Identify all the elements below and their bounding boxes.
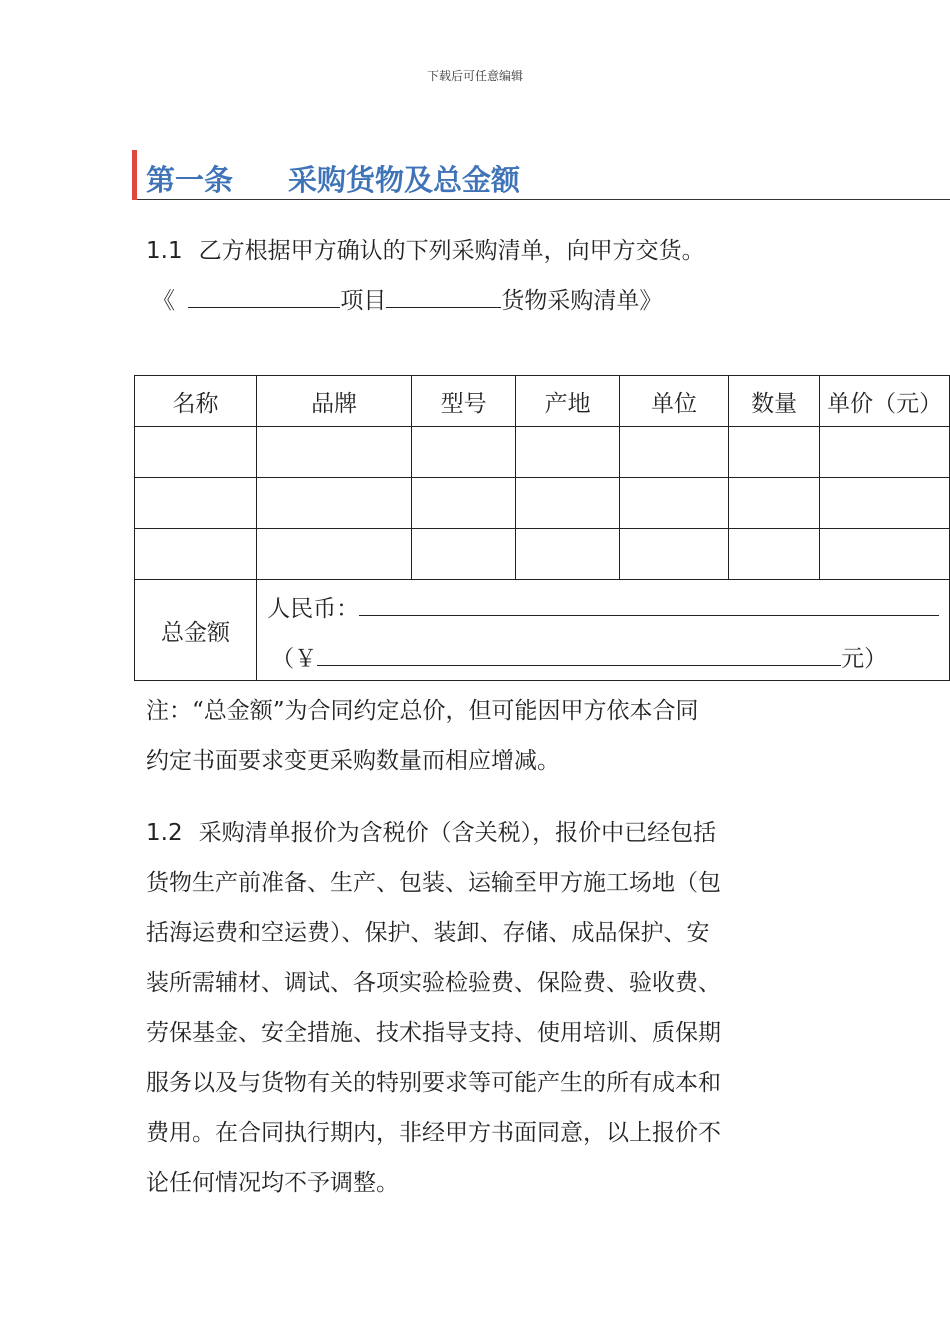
- table-cell[interactable]: [820, 427, 950, 478]
- table-cell[interactable]: [412, 529, 516, 580]
- clause-line: 货物生产前准备、生产、包装、运输至甲方施工场地（包: [146, 870, 721, 896]
- table-cell[interactable]: [820, 529, 950, 580]
- table-row: [135, 478, 950, 529]
- clause-line: 括海运费和空运费）、保护、装卸、存储、成品保护、安: [146, 920, 710, 946]
- rmb-line: [267, 590, 939, 623]
- goods-blank[interactable]: [386, 285, 501, 308]
- table-row: [135, 427, 950, 478]
- table-cell[interactable]: [412, 427, 516, 478]
- table-cell[interactable]: [620, 427, 729, 478]
- list-title: [152, 276, 662, 326]
- table-cell[interactable]: [620, 478, 729, 529]
- list-title-mid: 项目: [340, 288, 387, 314]
- clause-line: [146, 808, 721, 858]
- table-cell[interactable]: [516, 478, 620, 529]
- table-cell[interactable]: [820, 478, 950, 529]
- table-cell[interactable]: [135, 427, 257, 478]
- rmb-label: 人民币：: [267, 596, 360, 622]
- article-heading: [132, 150, 950, 200]
- heading-rule: [137, 199, 950, 200]
- table-cell[interactable]: [257, 427, 412, 478]
- table-cell[interactable]: [135, 478, 257, 529]
- clause-text: 乙方根据甲方确认的下列采购清单，向甲方交货。: [198, 238, 705, 264]
- table-cell[interactable]: [620, 529, 729, 580]
- list-title-prefix: 《: [152, 288, 175, 314]
- clause-1-1: [146, 226, 705, 276]
- table-cell[interactable]: [516, 427, 620, 478]
- rmb-blank[interactable]: [359, 593, 939, 616]
- header-cell: 单价（元）: [820, 376, 950, 427]
- table-cell[interactable]: [729, 529, 820, 580]
- note: [146, 686, 699, 786]
- clause-1-2: [146, 808, 721, 1208]
- header-cell: 数量: [729, 376, 820, 427]
- clause-line: 费用。在合同执行期内，非经甲方书面同意，以上报价不: [146, 1120, 721, 1146]
- clause-number: 1.1: [146, 238, 183, 264]
- yuan-suffix: 元）: [841, 646, 888, 672]
- yuan-blank[interactable]: [317, 643, 841, 666]
- table-header-row: [135, 376, 950, 427]
- table-cell[interactable]: [516, 529, 620, 580]
- header-cell: 品牌: [257, 376, 412, 427]
- header-cell: 型号: [412, 376, 516, 427]
- article-title: 采购货物及总金额: [288, 163, 521, 197]
- yuan-prefix: （￥: [271, 646, 318, 672]
- table-cell[interactable]: [729, 478, 820, 529]
- list-title-suffix: 货物采购清单》: [501, 288, 663, 314]
- note-line: 约定书面要求变更采购数量而相应增减。: [146, 748, 560, 774]
- note-line: 注：“总金额”为合同约定总价，但可能因甲方依本合同: [146, 698, 699, 724]
- header-note: 下载后可任意编辑: [426, 69, 523, 83]
- header-cell: 名称: [135, 376, 257, 427]
- clause-line: 劳保基金、安全措施、技术指导支持、使用培训、质保期: [146, 1020, 721, 1046]
- total-row: [135, 580, 950, 681]
- heading-accent-bar: [132, 150, 137, 200]
- clause-line: 装所需辅材、调试、各项实验检验费、保险费、验收费、: [146, 970, 721, 996]
- table-cell[interactable]: [412, 478, 516, 529]
- header-cell: 单位: [620, 376, 729, 427]
- clause-number: 1.2: [146, 820, 183, 846]
- table-cell[interactable]: [135, 529, 257, 580]
- project-blank[interactable]: [188, 285, 340, 308]
- goods-table: [134, 375, 950, 681]
- table-cell[interactable]: [257, 478, 412, 529]
- clause-line: 服务以及与货物有关的特别要求等可能产生的所有成本和: [146, 1070, 721, 1096]
- article-number: 第一条: [146, 163, 234, 197]
- header-cell: 产地: [516, 376, 620, 427]
- table-row: [135, 529, 950, 580]
- clause-line-text: 采购清单报价为含税价（含关税），报价中已经包括: [198, 820, 717, 846]
- table-cell[interactable]: [257, 529, 412, 580]
- total-label: 总金额: [135, 580, 257, 681]
- total-amount-cell: [257, 580, 950, 681]
- yuan-line: [271, 640, 887, 673]
- clause-line: 论任何情况均不予调整。: [146, 1170, 399, 1196]
- table-cell[interactable]: [729, 427, 820, 478]
